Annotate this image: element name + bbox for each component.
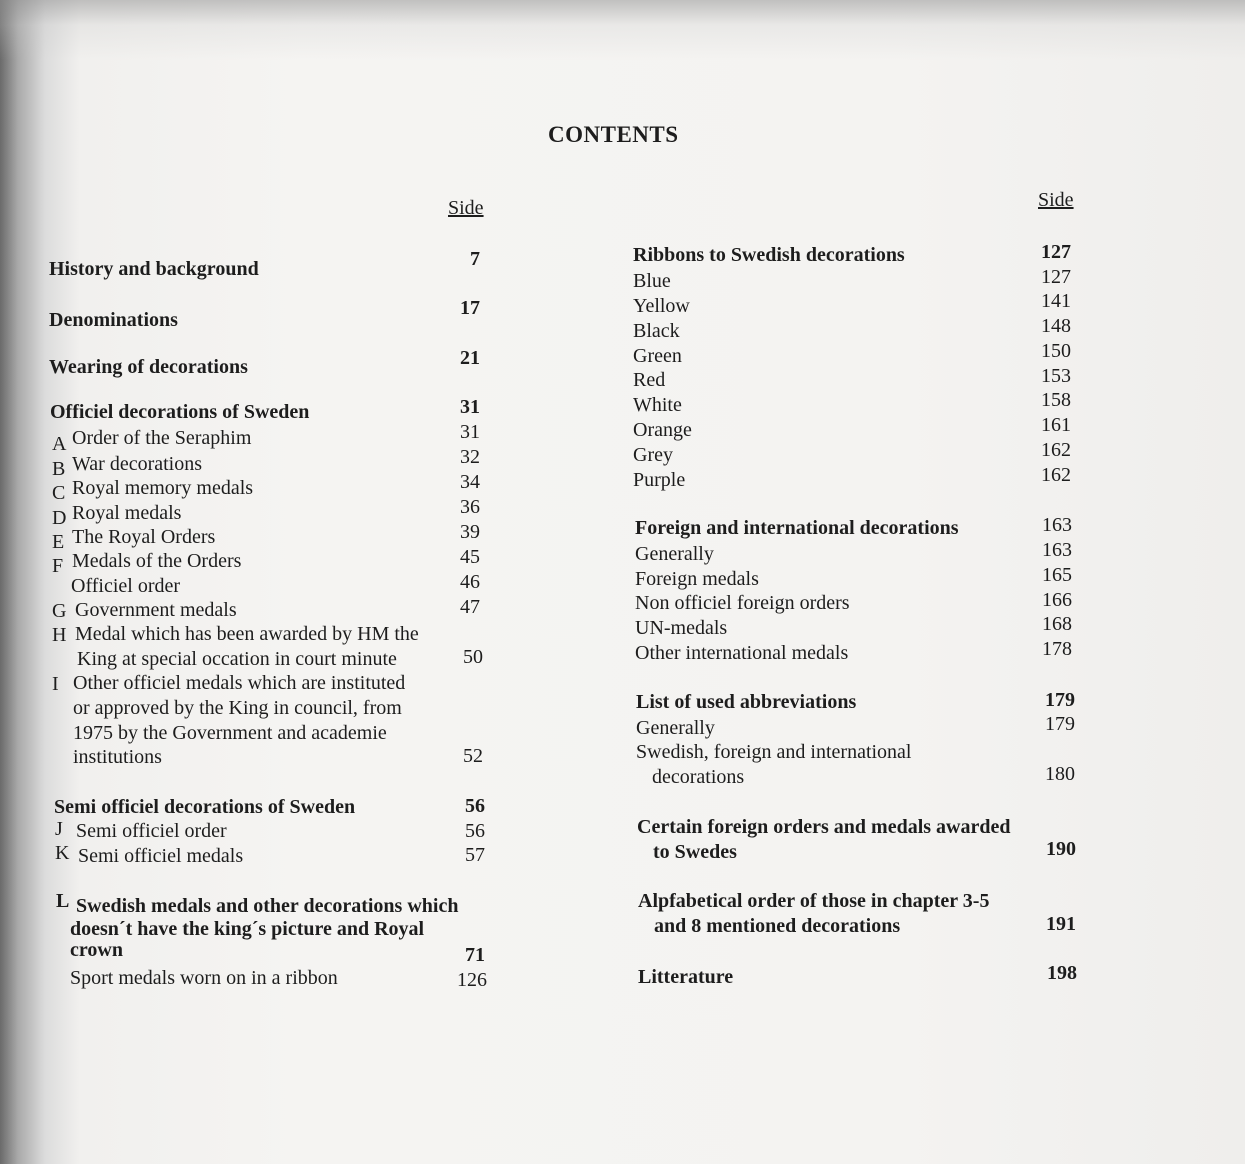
toc-page: 52 [463, 745, 483, 767]
side-header-left: Side [448, 197, 484, 219]
toc-item: Green [633, 345, 682, 367]
toc-page: 153 [1041, 365, 1071, 387]
toc-page: 163 [1042, 539, 1072, 561]
page-title: CONTENTS [548, 122, 679, 147]
toc-page: 150 [1041, 340, 1071, 362]
toc-item: White [633, 394, 682, 416]
toc-heading: History and background [49, 258, 259, 280]
toc-page: 127 [1041, 266, 1071, 288]
toc-page: 57 [465, 844, 485, 866]
toc-item: Order of the Seraphim [72, 427, 252, 449]
toc-item: Foreign medals [635, 568, 759, 590]
toc-page: 162 [1041, 464, 1071, 486]
toc-page: 198 [1047, 962, 1077, 984]
toc-item-continued: or approved by the King in council, from [73, 697, 402, 719]
toc-item: Purple [633, 469, 686, 491]
toc-page: 163 [1042, 514, 1072, 536]
toc-item: Other international medals [635, 642, 849, 664]
toc-item: Non officiel foreign orders [635, 592, 850, 614]
toc-page: 36 [460, 496, 480, 518]
toc-page: 165 [1042, 564, 1072, 586]
toc-heading-continued: to Swedes [653, 841, 737, 863]
toc-page: 31 [460, 421, 480, 443]
toc-page: 47 [460, 596, 480, 618]
toc-item-continued: decorations [652, 766, 745, 788]
toc-item: Officiel order [71, 575, 181, 597]
toc-item: Grey [633, 444, 673, 466]
toc-heading: Litterature [638, 966, 734, 988]
toc-item: Government medals [75, 599, 237, 621]
toc-page: 17 [460, 297, 480, 319]
toc-page: 31 [460, 396, 480, 418]
toc-letter: L [56, 890, 70, 912]
toc-item: Black [633, 320, 680, 342]
toc-heading: Semi officiel decorations of Sweden [54, 796, 356, 818]
toc-page: 179 [1045, 689, 1075, 711]
toc-item: Semi officiel order [76, 820, 227, 842]
toc-heading: Officiel decorations of Sweden [50, 401, 310, 423]
toc-item: Semi officiel medals [78, 845, 244, 867]
toc-heading: Certain foreign orders and medals awarded [637, 816, 1011, 838]
toc-letter: H [52, 624, 67, 646]
toc-page: 141 [1041, 290, 1071, 312]
toc-heading: Ribbons to Swedish decorations [633, 244, 905, 266]
toc-item: Royal medals [72, 502, 182, 524]
toc-item: Yellow [633, 295, 690, 317]
toc-heading: List of used abbreviations [636, 691, 857, 713]
toc-page: 46 [460, 571, 480, 593]
toc-item: War decorations [72, 453, 202, 475]
toc-heading-continued: crown [70, 939, 123, 961]
toc-page: 179 [1045, 713, 1075, 735]
toc-page: 180 [1045, 763, 1075, 785]
toc-item: Generally [635, 543, 714, 565]
toc-item-continued: institutions [73, 746, 162, 768]
toc-page: 178 [1042, 638, 1072, 660]
toc-heading: Alpfabetical order of those in chapter 3-5 [638, 890, 990, 912]
toc-page: 56 [465, 820, 485, 842]
toc-item: Medals of the Orders [72, 550, 242, 572]
toc-heading: Denominations [49, 309, 178, 331]
toc-letter: G [52, 600, 67, 622]
toc-letter: F [52, 555, 64, 577]
toc-item: Swedish, foreign and international [636, 741, 912, 763]
toc-heading: Foreign and international decorations [635, 517, 959, 539]
toc-page: 191 [1046, 913, 1076, 935]
toc-item: Generally [636, 717, 715, 739]
toc-letter: E [52, 531, 65, 553]
page-shadow [0, 0, 1245, 60]
toc-item: Orange [633, 419, 692, 441]
toc-letter: J [55, 818, 63, 840]
toc-page: 39 [460, 521, 480, 543]
toc-page: 168 [1042, 613, 1072, 635]
toc-page: 71 [465, 944, 485, 966]
toc-page: 21 [460, 347, 480, 369]
toc-page: 126 [457, 969, 487, 991]
toc-page: 162 [1041, 439, 1071, 461]
toc-letter: A [52, 433, 67, 455]
toc-item: Sport medals worn on in a ribbon [70, 967, 338, 989]
toc-item: Other officiel medals which are instituted [73, 672, 406, 694]
toc-item: The Royal Orders [72, 526, 216, 548]
toc-page: 148 [1041, 315, 1071, 337]
toc-item: Red [633, 369, 666, 391]
toc-page: 32 [460, 446, 480, 468]
toc-page: 56 [465, 795, 485, 817]
toc-letter: B [52, 458, 66, 480]
toc-heading: Swedish medals and other decorations which [76, 895, 459, 917]
toc-item: Medal which has been awarded by HM the [75, 623, 419, 645]
toc-page: 127 [1041, 241, 1071, 263]
toc-item-continued: King at special occation in court minute [77, 648, 397, 670]
toc-item: Blue [633, 270, 671, 292]
toc-item: Royal memory medals [72, 477, 254, 499]
toc-page: 7 [470, 248, 480, 270]
toc-item: UN-medals [635, 617, 728, 639]
toc-page: 34 [460, 471, 480, 493]
side-header-right: Side [1038, 189, 1074, 211]
toc-heading: Wearing of decorations [49, 356, 248, 378]
toc-letter: K [55, 842, 70, 864]
toc-page: 158 [1041, 389, 1071, 411]
toc-heading-continued: and 8 mentioned decorations [654, 915, 901, 937]
toc-page: 50 [463, 646, 483, 668]
toc-page: 190 [1046, 838, 1076, 860]
toc-item-continued: 1975 by the Government and academie [73, 722, 387, 744]
toc-page: 161 [1041, 414, 1071, 436]
toc-page: 45 [460, 546, 480, 568]
toc-page: 166 [1042, 589, 1072, 611]
toc-heading-continued: doesn´t have the king´s picture and Royal [70, 918, 425, 940]
toc-letter: C [52, 482, 66, 504]
toc-letter: D [52, 507, 67, 529]
toc-letter: I [52, 673, 59, 695]
